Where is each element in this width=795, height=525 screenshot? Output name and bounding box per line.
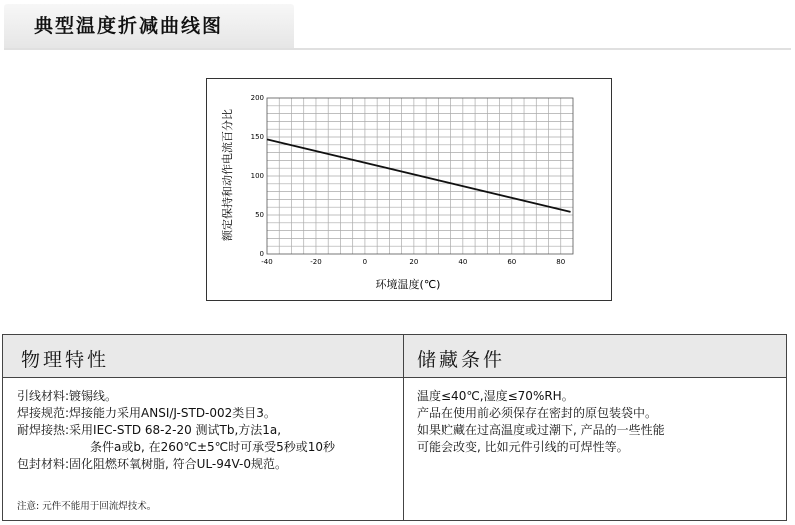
y-tick-labels xyxy=(251,94,264,258)
derating-series-line xyxy=(267,139,571,212)
y-tick-label: 0 xyxy=(259,250,264,258)
storage-line-3: 如果贮藏在过高温度或过潮下, 产品的一些性能 xyxy=(417,423,665,437)
x-tick-label: 0 xyxy=(362,258,368,266)
x-tick-label: 20 xyxy=(409,258,419,266)
chart-series xyxy=(267,139,571,212)
physical-properties-header: 物理特性 xyxy=(21,349,110,371)
derating-chart-frame xyxy=(206,78,612,301)
y-tick-label: 200 xyxy=(250,94,264,102)
y-tick-label: 100 xyxy=(250,172,264,180)
spec-line-encapsulation: 包封材料:固化阻燃环氧树脂, 符合UL-94V-0规范。 xyxy=(17,457,288,471)
spec-line-lead-material: 引线材料:镀锡线。 xyxy=(17,389,118,403)
y-tick-label: 50 xyxy=(255,211,264,219)
storage-line-2: 产品在使用前必须保存在密封的原包装袋中。 xyxy=(417,406,658,420)
x-tick-label: 80 xyxy=(556,258,566,266)
column-divider xyxy=(403,335,404,520)
x-tick-label: 40 xyxy=(458,258,468,266)
x-tick-label: -20 xyxy=(310,258,322,266)
note-text: 注意: 元件不能用于回流焊技术。 xyxy=(17,501,157,512)
storage-conditions-header: 储藏条件 xyxy=(417,349,506,371)
section-title: 典型温度折减曲线图 xyxy=(34,15,224,37)
section-divider xyxy=(4,48,791,50)
y-tick-label: 150 xyxy=(250,133,264,141)
header-divider xyxy=(3,377,786,378)
x-axis-label: 环境温度(℃) xyxy=(375,278,441,291)
x-tick-labels xyxy=(261,258,565,266)
storage-line-1: 温度≤40℃,湿度≤70%RH。 xyxy=(417,389,574,403)
specs-table xyxy=(2,334,787,521)
x-tick-label: 60 xyxy=(507,258,517,266)
spec-line-solder-heat-cont: 条件a或b, 在260℃±5℃时可承受5秒或10秒 xyxy=(90,440,336,454)
derating-chart xyxy=(207,79,611,300)
spec-line-solder-heat: 耐焊接热:采用IEC-STD 68-2-20 测试Tb,方法1a, xyxy=(17,423,282,437)
storage-line-4: 可能会改变, 比如元件引线的可焊性等。 xyxy=(417,440,629,454)
x-tick-label: -40 xyxy=(261,258,273,266)
y-axis-label: 额定保持和动作电流百分比 xyxy=(221,109,234,241)
spec-line-solderability: 焊接规范:焊接能力采用ANSI/J-STD-002类目3。 xyxy=(17,406,276,420)
